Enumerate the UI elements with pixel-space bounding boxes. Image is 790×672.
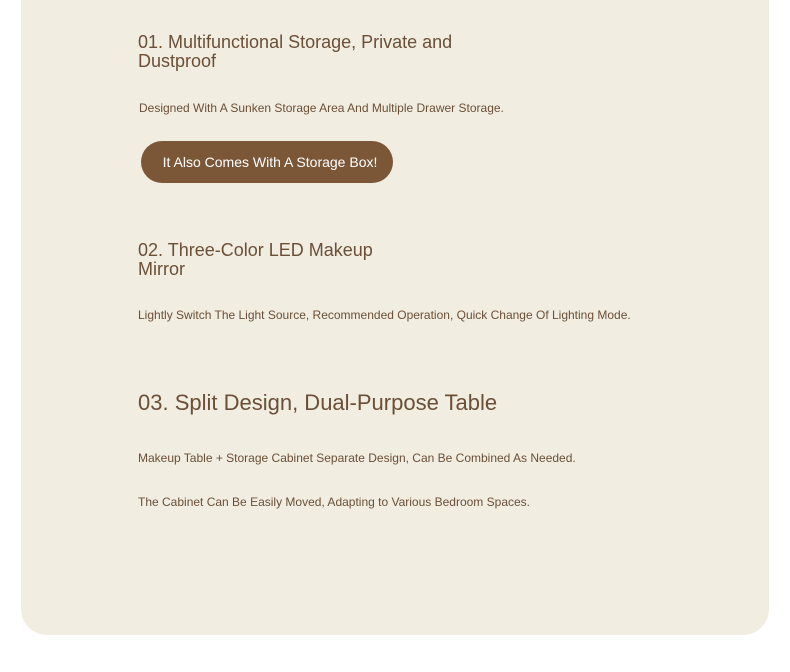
feature-3-title: 03. Split Design, Dual-Purpose Table — [138, 390, 498, 415]
feature-2-description: Lightly Switch The Light Source, Recommended Operation, Quick Change Of Lighting Mode. — [138, 308, 631, 322]
feature-3-description-secondary: The Cabinet Can Be Easily Moved, Adapting to Various Bedroom Spaces. — [138, 495, 530, 509]
feature-2-title: 02. Three-Color LED Makeup Mirror — [138, 240, 373, 279]
storage-box-button[interactable]: It Also Comes With A Storage Box! — [141, 141, 393, 183]
feature-1-description: Designed With A Sunken Storage Area And Multiple Drawer Storage. — [139, 101, 504, 115]
feature-1-title: 01. Multifunctional Storage, Private and Dustproof — [138, 32, 453, 71]
feature-3-description: Makeup Table + Storage Cabinet Separate Design, Can Be Combined As Needed. — [138, 451, 576, 465]
